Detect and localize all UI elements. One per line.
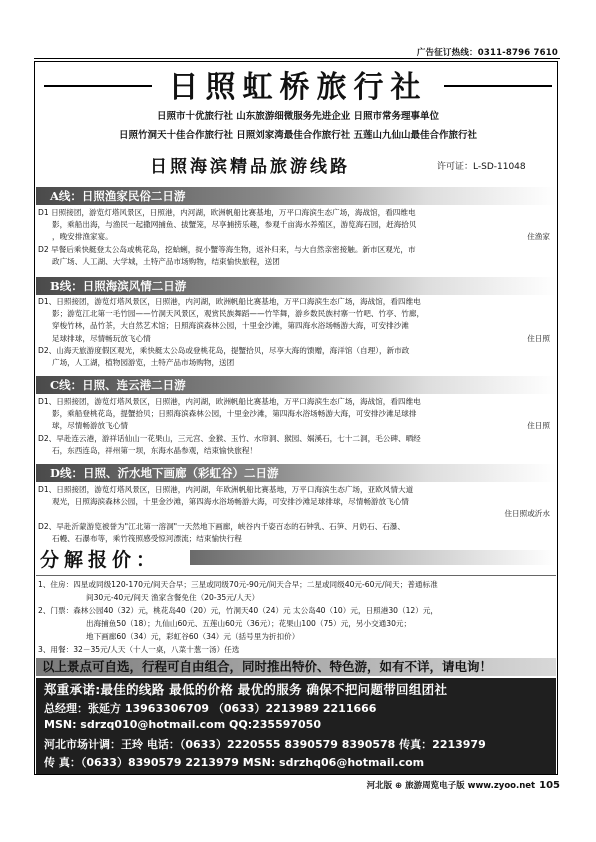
day-2 xyxy=(38,244,550,268)
line-d-label: D线：日照、沂水地下画廊（彩虹谷）二日游 xyxy=(50,466,279,480)
line-c-label: C线：日照、连云港二日游 xyxy=(50,378,186,392)
text-line: D2、早赴沂蒙游览被誉为"江北第一溶洞"一天然地下画廊，峡谷内千姿百态的石钟乳、石笋、月奶石、石瀑、 xyxy=(38,521,405,531)
msn-qq-contact: MSN: sdrzq010@hotmail.com QQ:235597050 xyxy=(44,718,321,731)
day-1 xyxy=(38,484,550,521)
price-box xyxy=(36,575,556,659)
text-line: 观光，日照海滨森林公园，十里金沙滩，第四海水浴场畅游大海，可安排沙滩足球排球，尽情畅游放飞心情 xyxy=(52,497,409,507)
day-2 xyxy=(38,345,550,369)
line-b-itinerary xyxy=(38,296,550,369)
subtitle-1: 日照市十优旅行社 山东旅游细微服务先进企业 日照市常务理事单位 xyxy=(156,111,440,122)
price-header-bar xyxy=(190,550,555,565)
service-motto: 郑重承诺:最佳的线路 最低的价格 最优的服务 确保不把问题带回组团社 xyxy=(44,682,448,697)
title-rule-right xyxy=(444,85,552,87)
line-c-itinerary xyxy=(38,396,550,457)
price-line: 1、住房：四星或同级120-170元/间天合早；三星或同级70元-90元/间天合早；二星或同级40元-60元/间天；普通标准 xyxy=(38,580,438,589)
text-line: 穿梭竹林，品竹茶，大自然艺术馆；日照海滨森林公园，十里金沙滩，第四海水浴场畅游大海，可安排沙滩 xyxy=(52,321,409,331)
route-title: 日照海滨精品旅游线路 xyxy=(150,157,350,177)
options-banner-text: 以上景点可自选，行程可自由组合，同时推出特价、特色游，如有不详，请电询！ xyxy=(42,659,493,674)
text-line: 影，乘船登桃花岛，提蟹拾贝；日照海滨森林公园，十里金沙滩，第四海水浴场畅游大海，可安排沙滩足球排 xyxy=(52,409,417,419)
page-footer xyxy=(0,779,560,791)
day-1 xyxy=(38,296,550,345)
text-line: 广场，人工湖，植物园游览，土特产品市场购物，送团 xyxy=(52,358,235,368)
text-line: D2 早餐后乘快艇登太公岛或桃花岛，挖蛤蜊，捉小蟹等海生物，返补归来，与大自然亲密接触。新市区观光，市 xyxy=(38,244,416,254)
day-2 xyxy=(38,521,550,545)
lodging-note: 住日照 xyxy=(527,421,550,431)
footer-text: 河北版 ⊕ 旅游周览电子版 www.zyoo.net xyxy=(366,781,536,791)
text-line: D1、日照接团，游览灯塔风景区，日照港，内河湖，年欧洲帆船比赛基地，万平口海滨生态广场，亚欧风情大道 xyxy=(38,485,414,494)
price-line: 间30元-40元/间天 渔家含餐免住（20-35元/人天） xyxy=(86,593,260,602)
line-d-header xyxy=(36,464,556,482)
manager-contact: 总经理：张延方 13963306709 （0633）2213989 2211666 xyxy=(44,702,377,715)
text-line: ，晚安排渔家宴。 xyxy=(52,232,113,242)
page-number: 105 xyxy=(539,780,560,791)
price-header: 分解报价： xyxy=(40,549,161,571)
subtitle-2: 日照竹洞天十佳合作旅行社 日照刘家湾最佳合作旅行社 五莲山九仙山最佳合作旅行社 xyxy=(118,130,478,141)
price-line: 地下画廊60（34）元，彩虹谷60（34）元（括号里为折扣价） xyxy=(86,632,300,641)
contact-block xyxy=(36,678,556,774)
day-1 xyxy=(38,396,550,433)
line-c-header xyxy=(36,376,556,394)
day-1 xyxy=(38,207,550,244)
license-number: 许可证：L-SD-11048 xyxy=(437,162,526,172)
text-line: D2、山海天旅游度假区观光，乘快艇太公岛或登桃花岛，提蟹拾贝，尽享大海的馈赠，海洋馆（自理），新市政 xyxy=(38,345,410,355)
lodging-note: 住渔家 xyxy=(527,232,550,242)
price-line: 2、门票：森林公园40（32）元，桃花岛40（20）元，竹洞天40（24）元 太公岛40（10）元，日照港30（12）元， xyxy=(38,606,439,615)
text-line: 石，东西连岛，祥州第一坝，东海水晶参观，结束愉快旅程！ xyxy=(52,445,258,455)
price-line: 3、用餐：32－35元/人天（十人一桌，八菜十葱一汤）任选 xyxy=(38,645,240,654)
price-line: 出海捕鱼50（18）；九仙山60元、五莲山60元（36元）；花果山100（75）元，另小交通30元； xyxy=(86,619,412,628)
lodging-note: 住日照或沂水 xyxy=(504,509,550,519)
text-line: D2、早赴连云港，游祥话仙山一花果山，三元宫、金猴、玉竹、水帘洞、猴园、娲溪石，七十二洞，毛公碑、晒经 xyxy=(38,433,421,443)
hebei-planner-contact: 河北市场计调：王玲 电话：（0633）2220555 8390579 8390578 传真：2213979 xyxy=(44,738,486,751)
options-banner xyxy=(36,658,556,676)
text-line: 石幔、石瀑布等，乘竹筏照感受惊河漂流；结束愉快行程 xyxy=(52,533,242,543)
line-a-itinerary xyxy=(38,207,550,268)
text-line: D1、日照接团，游览灯塔风景区，日照港，内河湖，欧洲帆船比赛基地，万平口海滨生态广场，海战馆，看四维电 xyxy=(38,297,421,306)
text-line: 政广场、人工湖、大学城，土特产品市场购物，结束愉快旅程，送团 xyxy=(52,256,280,266)
line-a-label: A线：日照渔家民俗二日游 xyxy=(50,189,186,203)
line-d-itinerary xyxy=(38,484,550,545)
ad-hotline: 广告征订热线：0311-8796 7610 xyxy=(416,48,558,58)
text-line: 球，尽情畅游放飞心情 xyxy=(52,421,128,431)
title-rule-left xyxy=(44,85,152,87)
text-line: 影，乘船出海，与渔民一起撒网捕鱼、拔蟹笼，尽享捕捞乐趣，参观千亩海水养殖区，游览海石园，赶海拾贝 xyxy=(52,220,417,230)
top-rule xyxy=(34,58,560,59)
text-line: D1、日照接团，游览灯塔风景区，日照港，内河湖，欧洲帆船比赛基地，万平口海滨生态广场，海战馆，看四维电 xyxy=(38,397,421,406)
lodging-note: 住日照 xyxy=(527,333,550,343)
line-a-header xyxy=(36,187,556,205)
text-line: 影；游览江北第一毛竹园——竹洞天风景区，观赏民族舞蹈——竹竿舞，游乡数民族村寨一竹吧、竹亭、竹廊， xyxy=(52,309,425,319)
agency-title: 日照虹桥旅行社 xyxy=(168,70,428,105)
day-2 xyxy=(38,433,550,457)
line-b-header xyxy=(36,277,556,295)
fax-contact: 传 真：（0633）8390579 2213979 MSN: sdrzhq06@hotmail.com xyxy=(44,756,425,769)
text-line: 足球排球，尽情畅玩放飞心情 xyxy=(52,333,151,343)
line-b-label: B线：日照海滨风情二日游 xyxy=(50,279,187,293)
text-line: D1 日照接团，游览灯塔风景区，日照港，内河湖，欧洲帆船比赛基地，万平口海滨生态广场，海战馆，看四维电 xyxy=(38,208,416,217)
